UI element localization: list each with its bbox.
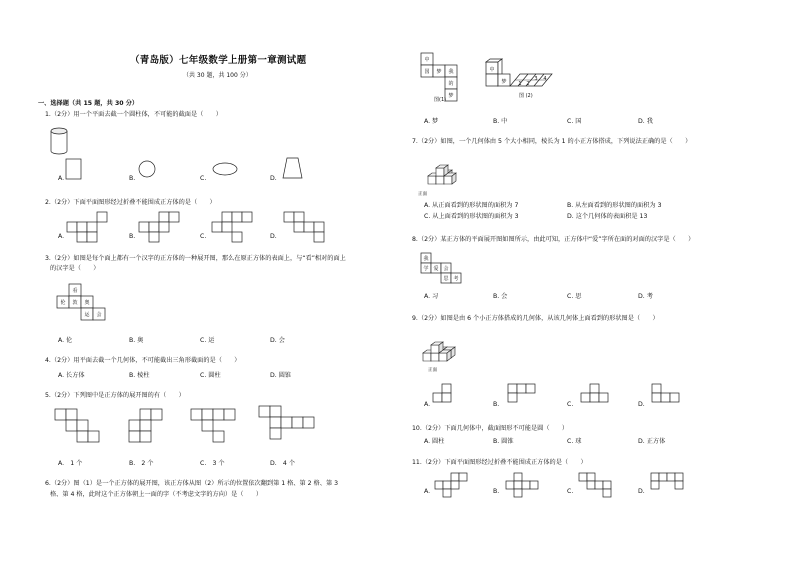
net-square	[670, 393, 679, 402]
net-square	[667, 473, 675, 481]
net-square	[140, 431, 151, 442]
q5-net-4	[258, 405, 318, 445]
q5-net-2	[128, 408, 188, 448]
net-square	[222, 222, 232, 232]
q3-option-b[interactable]: B. 奥	[129, 337, 144, 344]
net-square	[443, 489, 451, 497]
track-cell-number: 2	[526, 81, 530, 87]
q4-option-d[interactable]: D. 圆锥	[270, 372, 292, 379]
net-square	[159, 212, 169, 222]
q9-cube-stack	[418, 327, 468, 369]
net-square	[587, 481, 595, 489]
net-label: 考	[453, 275, 459, 282]
question-6-stem-line1: 6.（2分）图（1）是一个正方体的展开图，该正方体从图（2）所示的位置依次翻到第 1 格、第 2 格、第 3	[45, 480, 339, 487]
question-6-stem-line2: 格、第 4 格，此时这个正方体朝上一面的字（不考虑文字的方向）是（ ）	[50, 491, 263, 498]
net-square	[675, 481, 683, 489]
net-square	[522, 481, 530, 489]
net-square	[232, 232, 242, 242]
q9-option-b[interactable]: B.	[493, 401, 500, 408]
net-label: 思	[443, 275, 449, 282]
q9-view-d	[651, 383, 691, 413]
net-square	[590, 393, 599, 402]
net-square	[514, 473, 522, 481]
net-square	[599, 393, 608, 402]
net-square	[259, 406, 270, 417]
net-square	[202, 409, 213, 420]
net-square	[659, 473, 667, 481]
net-square	[652, 384, 661, 393]
net-square	[595, 481, 603, 489]
net-label: 国	[424, 68, 430, 75]
cube-face	[436, 168, 444, 176]
q3-option-a[interactable]: A. 伦	[58, 337, 73, 344]
cube-face	[423, 353, 431, 361]
net-square	[579, 473, 587, 481]
net-square	[281, 417, 292, 428]
q4-option-a[interactable]: A. 长方体	[58, 372, 85, 379]
net-square	[451, 473, 459, 481]
q5-net-3	[190, 408, 250, 448]
net-square	[140, 420, 151, 431]
net-square	[514, 489, 522, 497]
net-label: 奥	[84, 299, 90, 306]
net-label: 会	[96, 311, 102, 318]
q1-rectangle-section	[65, 158, 85, 180]
question-10-stem: 10.（2分）下面几何体中，截面图形不可能是圆（ ）	[412, 425, 569, 432]
q9-front-label: 正面	[428, 368, 437, 373]
net-square	[232, 212, 242, 222]
net-square	[514, 481, 522, 489]
net-label: 梦	[436, 68, 442, 75]
net-label: 我	[423, 255, 429, 262]
net-square	[526, 384, 535, 393]
net-square	[651, 481, 659, 489]
q1-circle-section	[138, 160, 158, 180]
net-square	[67, 222, 77, 232]
q3-labeled-net	[56, 283, 106, 325]
cube-face-label: 中	[489, 67, 495, 73]
net-square	[294, 222, 304, 232]
q10-option-a[interactable]: A. 圆柱	[424, 438, 445, 445]
net-square	[149, 232, 159, 242]
question-3-stem-line2: 的汉字是（ ）	[50, 265, 100, 272]
cube-face-label: 梦	[501, 79, 507, 85]
q9-view-a	[432, 383, 472, 413]
net-square	[590, 384, 599, 393]
net-square	[517, 384, 526, 393]
q2-option-d[interactable]: D.	[270, 233, 277, 240]
track-cell-number: 4	[543, 76, 547, 82]
q11-net-b	[505, 472, 555, 502]
net-square	[459, 473, 467, 481]
net-square	[442, 393, 451, 402]
net-label: 中	[424, 56, 430, 63]
question-8-stem: 8.（2分）某正方体的平面展开图如图所示，由此可知，正方体中“爱”字所在面的对面的汉字是（ ）	[412, 236, 695, 243]
q10-option-b[interactable]: B. 圆锥	[493, 438, 514, 445]
cube-face	[431, 345, 439, 353]
net-square	[213, 409, 224, 420]
net-square	[140, 409, 151, 420]
q1-ellipse-section	[212, 162, 242, 178]
q1-option-a[interactable]: A.	[58, 175, 65, 182]
q4-option-b[interactable]: B. 棱柱	[129, 372, 150, 379]
q9-view-b	[507, 383, 547, 413]
net-square	[270, 417, 281, 428]
net-square	[169, 212, 179, 222]
net-square	[77, 420, 88, 431]
net-square	[222, 212, 232, 222]
net-square	[508, 384, 517, 393]
net-square	[661, 393, 670, 402]
net-square	[87, 232, 97, 242]
net-square	[202, 420, 213, 431]
q6-option-d[interactable]: D. 我	[638, 118, 653, 125]
net-square	[284, 212, 294, 222]
q5-option-d[interactable]: D. 4 个	[270, 460, 296, 467]
net-square	[581, 393, 590, 402]
q11-option-d[interactable]: D.	[638, 488, 645, 495]
net-square	[675, 473, 683, 481]
question-1-stem: 1.（2分）用一个平面去截一个圆柱体，不可能的截面是（ ）	[45, 111, 222, 118]
net-square	[435, 481, 443, 489]
q7-option-d[interactable]: D. 这个几何体的表面积是 13	[567, 213, 648, 220]
net-square	[129, 431, 140, 442]
q8-option-a[interactable]: A. 习	[424, 293, 439, 300]
section-heading: 一、选择题（共 15 题，共 30 分）	[38, 100, 139, 107]
net-square	[443, 481, 451, 489]
q6-option-c[interactable]: C. 国	[567, 118, 582, 125]
net-square	[270, 428, 281, 439]
page-subtitle: （共 30 题，共 100 分）	[183, 72, 252, 79]
net-square	[191, 409, 202, 420]
q1-option-b[interactable]: B.	[129, 175, 136, 182]
question-4-stem: 4.（2分）用平面去截一个几何体，不可能截出三角形截面的是（ ）	[45, 357, 241, 364]
q7-front-label: 正面	[418, 192, 427, 197]
q8-option-c[interactable]: C. 思	[567, 293, 582, 300]
net-label: 爱	[433, 265, 439, 272]
q7-option-a[interactable]: A. 从正面看到的形状图的面积为 7	[424, 202, 519, 209]
net-square	[651, 473, 659, 481]
q9-view-c	[580, 383, 620, 413]
q10-option-d[interactable]: D. 正方体	[638, 438, 666, 445]
q1-option-d[interactable]: D.	[270, 175, 277, 182]
q5-net-1	[54, 408, 114, 448]
q9-option-c[interactable]: C.	[567, 401, 574, 408]
q2-net-b	[138, 211, 188, 241]
net-square	[213, 431, 224, 442]
question-2-stem: 2.（2分）下面平面图形经过折叠不能围成正方体的是（ ）	[45, 199, 216, 206]
q7-option-c[interactable]: C. 从上面看到的形状图的面积为 3	[424, 213, 519, 220]
net-square	[652, 393, 661, 402]
q6-option-b[interactable]: B. 中	[493, 118, 508, 125]
q3-option-d[interactable]: D. 会	[270, 337, 285, 344]
cube-face	[439, 353, 447, 361]
q11-net-a	[434, 472, 484, 502]
q11-option-c[interactable]: C.	[567, 488, 574, 495]
net-label: 看	[72, 287, 78, 294]
net-square	[97, 212, 107, 222]
net-square	[451, 481, 459, 489]
net-square	[66, 409, 77, 420]
net-square	[77, 222, 87, 232]
net-square	[603, 481, 611, 489]
q2-net-d	[283, 211, 333, 241]
net-square	[212, 222, 222, 232]
net-square	[129, 420, 140, 431]
net-square	[77, 431, 88, 442]
net-label: 敦	[72, 299, 78, 306]
q2-net-c	[211, 211, 261, 241]
q8-option-b[interactable]: B. 会	[493, 293, 508, 300]
net-square	[433, 393, 442, 402]
track-cell-number: 1	[518, 81, 522, 87]
cube-face	[431, 353, 439, 361]
net-square	[77, 232, 87, 242]
net-square	[66, 420, 77, 431]
q3-option-c[interactable]: C. 运	[200, 337, 215, 344]
net-square	[314, 232, 324, 242]
q6-figure-2	[484, 58, 564, 92]
net-square	[292, 417, 303, 428]
question-7-stem: 7.（2分）如图，一个几何体由 5 个大小相同，棱长为 1 的小正方体搭成，下列说法正确的是（ ）	[412, 138, 692, 145]
net-label: 会	[443, 265, 449, 272]
q9-option-d[interactable]: D.	[638, 401, 645, 408]
q5-option-b[interactable]: B. 2 个	[129, 460, 154, 467]
q2-option-b[interactable]: B.	[129, 233, 136, 240]
q7-option-b[interactable]: B. 从左面看到的形状图的面积为 3	[567, 202, 662, 209]
net-label: 运	[84, 311, 90, 318]
question-3-stem-line1: 3.（2分）如图是每个面上都有一个汉字的正方体的一种展开图，那么在原正方体的表面上，与“看”相对的面上	[45, 255, 346, 262]
q11-net-d	[650, 472, 700, 502]
q11-option-b[interactable]: B.	[493, 488, 500, 495]
net-square	[587, 473, 595, 481]
q1-option-c[interactable]: C.	[200, 175, 207, 182]
net-label: 的	[448, 80, 454, 87]
track-cell-number: 3	[534, 76, 538, 82]
net-square	[304, 222, 314, 232]
q5-option-c[interactable]: C. 3 个	[200, 460, 225, 467]
net-label: 梦	[448, 92, 454, 99]
q4-option-c[interactable]: C. 圆柱	[200, 372, 221, 379]
net-label: 伦	[60, 299, 66, 306]
q8-option-d[interactable]: D. 考	[638, 293, 653, 300]
net-square	[139, 222, 149, 232]
net-square	[294, 212, 304, 222]
net-square	[303, 417, 314, 428]
net-label: 我	[448, 68, 454, 75]
cube-face	[444, 176, 452, 184]
net-square	[442, 384, 451, 393]
net-square	[530, 481, 538, 489]
net-square	[224, 409, 235, 420]
q11-net-c	[578, 472, 628, 502]
cube-face	[428, 176, 436, 184]
net-square	[242, 212, 252, 222]
net-square	[87, 222, 97, 232]
net-square	[270, 406, 281, 417]
q2-option-c[interactable]: C.	[200, 233, 207, 240]
question-5-stem: 5.（2分）下列图中是正方体的展开图的有（ ）	[45, 392, 185, 399]
question-9-stem: 9.（2分）如图是由 6 个小正方体搭成的几何体，从该几何体上面看到的形状图是（ ）	[412, 315, 659, 322]
q7-cube-stack	[422, 150, 472, 192]
page-title: （青岛版）七年级数学上册第一章测试题	[130, 55, 307, 66]
net-square	[55, 409, 66, 420]
net-square	[151, 409, 162, 420]
q10-option-c[interactable]: C. 球	[567, 438, 582, 445]
net-square	[88, 431, 99, 442]
net-square	[603, 489, 611, 497]
q6-figure-2-caption: 图 (2)	[519, 93, 533, 99]
q6-figure-1-caption: 图(1)	[434, 97, 447, 103]
q9-option-a[interactable]: A.	[424, 401, 431, 408]
cube-face	[436, 176, 444, 184]
q11-option-a[interactable]: A.	[424, 488, 431, 495]
q2-option-a[interactable]: A.	[58, 233, 65, 240]
q8-labeled-net	[420, 252, 460, 284]
net-square	[314, 222, 324, 232]
net-square	[508, 393, 517, 402]
question-11-stem: 11.（2分）下面平面图形经过折叠不能围成正方体的是（ ）	[412, 459, 587, 466]
q1-trapezoid-section	[282, 157, 306, 181]
q2-net-a	[66, 211, 116, 241]
net-square	[159, 222, 169, 232]
net-square	[149, 222, 159, 232]
cylinder-figure	[50, 128, 70, 158]
q5-option-a[interactable]: A. 1 个	[58, 460, 83, 467]
net-label: 学	[423, 265, 429, 272]
q6-option-a[interactable]: A. 梦	[424, 118, 439, 125]
net-square	[506, 481, 514, 489]
